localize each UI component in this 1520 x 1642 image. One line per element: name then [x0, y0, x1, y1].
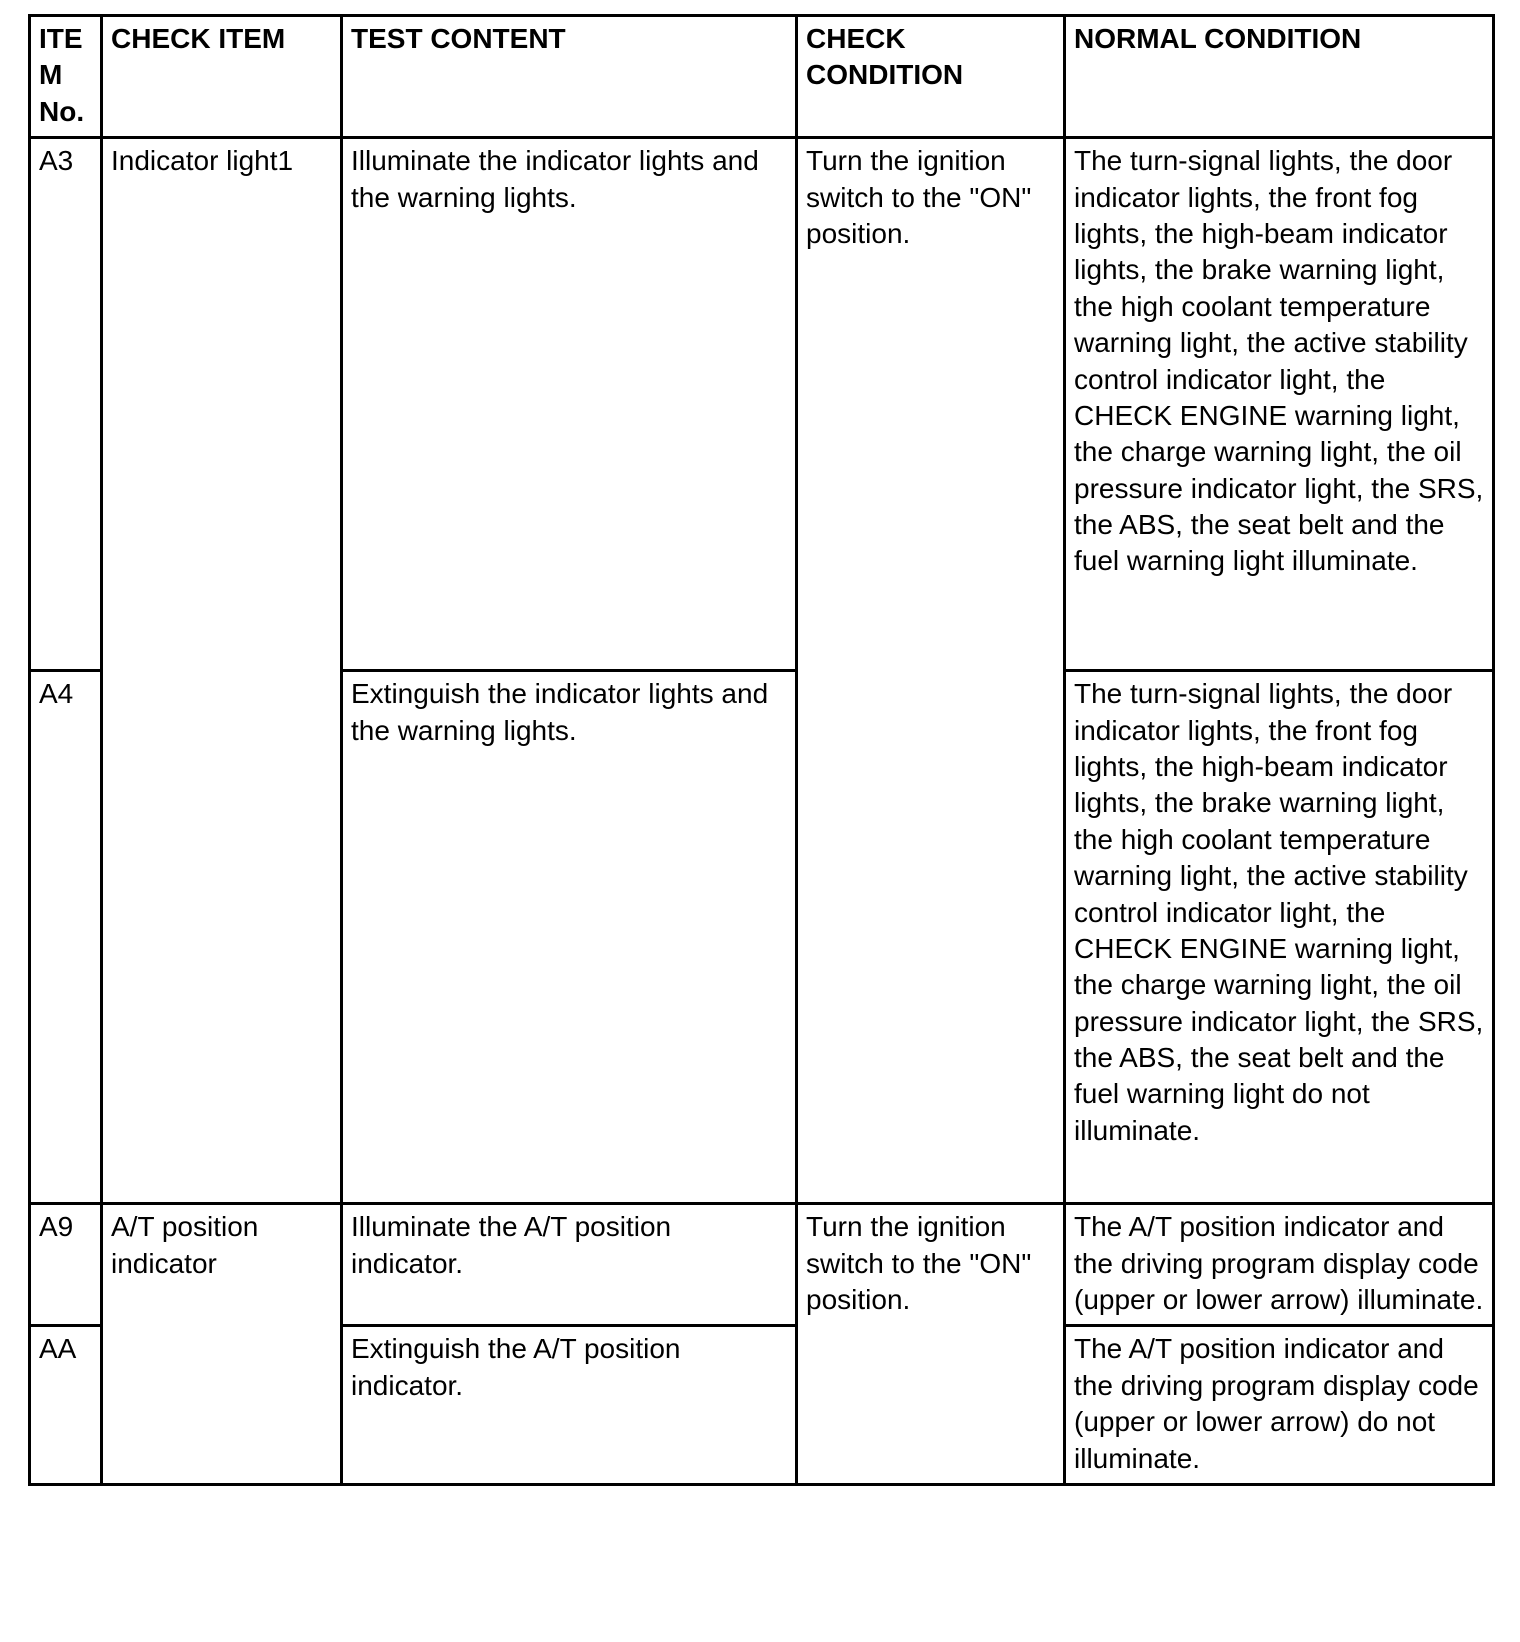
cell-test-content: Illuminate the A/T position indicator.	[342, 1204, 797, 1326]
cell-test-content: Extinguish the A/T position indicator.	[342, 1326, 797, 1485]
header-check-condition: CHECK CONDITION	[797, 16, 1065, 138]
cell-normal-condition: The A/T position indicator and the driving program display code (upper or lower arrow) illuminate.	[1065, 1204, 1494, 1326]
header-item-no: ITEM No.	[30, 16, 102, 138]
cell-check-item: A/T position indicator	[102, 1204, 342, 1485]
cell-item-no: AA	[30, 1326, 102, 1485]
cell-item-no: A3	[30, 138, 102, 671]
table-row-a3	[30, 138, 1494, 671]
header-row	[30, 16, 1494, 138]
cell-test-content: Illuminate the indicator lights and the warning lights.	[342, 138, 797, 671]
cell-normal-condition: The A/T position indicator and the driving program display code (upper or lower arrow) do not illuminate.	[1065, 1326, 1494, 1485]
table-header	[30, 16, 1494, 138]
table-row-a9	[30, 1204, 1494, 1326]
cell-item-no: A9	[30, 1204, 102, 1326]
header-test-content: TEST CONTENT	[342, 16, 797, 138]
cell-item-no: A4	[30, 671, 102, 1204]
header-check-item: CHECK ITEM	[102, 16, 342, 138]
header-normal-condition: NORMAL CONDITION	[1065, 16, 1494, 138]
cell-normal-condition: The turn-signal lights, the door indicator lights, the front fog lights, the high-beam indicator lights, the brake warning light, the high coolant temperature warning light, the active stability control indicator light, the CHECK ENGINE warning light, the charge warning light, the oil pressure indicator light, the SRS, the ABS, the seat belt and the fuel warning light illuminate.	[1065, 138, 1494, 671]
cell-test-content: Extinguish the indicator lights and the warning lights.	[342, 671, 797, 1204]
table-body	[30, 138, 1494, 1485]
cell-check-condition: Turn the ignition switch to the "ON" position.	[797, 138, 1065, 1204]
cell-normal-condition: The turn-signal lights, the door indicator lights, the front fog lights, the high-beam indicator lights, the brake warning light, the high coolant temperature warning light, the active stability control indicator light, the CHECK ENGINE warning light, the charge warning light, the oil pressure indicator light, the SRS, the ABS, the seat belt and the fuel warning light do not illuminate.	[1065, 671, 1494, 1204]
cell-check-condition: Turn the ignition switch to the "ON" position.	[797, 1204, 1065, 1485]
check-items-table	[28, 14, 1495, 1486]
cell-check-item: Indicator light1	[102, 138, 342, 1204]
